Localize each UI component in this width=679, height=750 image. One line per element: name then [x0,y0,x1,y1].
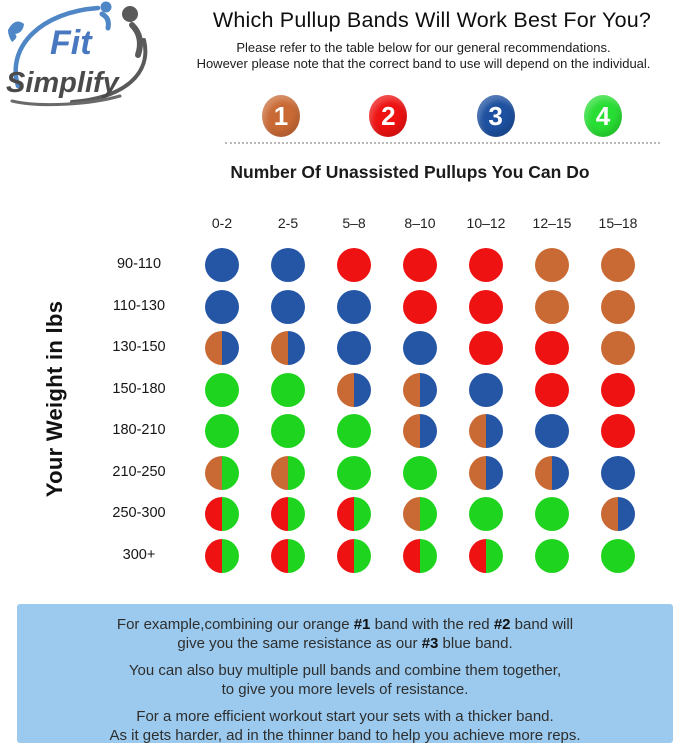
band-4-badge: 4 [584,95,622,137]
band-dot-r3-c1-green [271,373,305,407]
page-subtitle [168,40,679,71]
logo-figure-blue-body [102,14,108,28]
col-header-5-8: 5–8 [342,215,366,231]
band-dot-r0-c1-blue [271,248,305,282]
fit-simplify-logo [2,0,160,110]
col-header-15-18: 15–18 [598,215,638,231]
band-dot-r3-c3-orange-blue [403,373,437,407]
band-dot-r1-c4-red [469,290,503,324]
band-dot-r6-c2-red-green [337,497,371,531]
band-2-badge: 2 [369,95,407,137]
band-1-badge: 1 [262,95,300,137]
band-dot-r1-c5-orange [535,290,569,324]
col-header-8-10: 8–10 [404,215,436,231]
band-dot-r5-c5-orange-blue [535,456,569,490]
band-dot-r7-c1-red-green [271,539,305,573]
row-label-250-300: 250-300 [112,505,166,522]
band-dot-r2-c5-red [535,331,569,365]
band-dot-r7-c5-green [535,539,569,573]
logo-text-simplify: Simplify [6,67,119,99]
footer-line: As it gets harder, ad in the thinner band to help you achieve more reps. [109,727,581,744]
band-dot-r6-c6-orange-blue [601,497,635,531]
band-dot-r7-c6-green [601,539,635,573]
band-dot-r4-c0-green [205,414,239,448]
band-dot-r0-c2-red [337,248,371,282]
band-dot-r1-c2-blue [337,290,371,324]
footer-line: to give you more levels of resistance. [221,681,469,698]
band-dot-r6-c5-green [535,497,569,531]
band-dot-r5-c6-blue [601,456,635,490]
band-dot-r7-c0-red-green [205,539,239,573]
band-dot-r4-c1-green [271,414,305,448]
band-dot-r6-c0-red-green [205,497,239,531]
footer-line: For example,combining our orange #1 band with the red #2 band will [116,616,574,633]
band-dot-r4-c3-orange-blue [403,414,437,448]
band-dot-r2-c0-orange-blue [205,331,239,365]
row-label-300+: 300+ [122,546,156,563]
band-dot-r2-c3-blue [403,331,437,365]
footer-line: give you the same resistance as our #3 blue band. [177,635,513,652]
row-label-180-210: 180-210 [112,422,166,439]
footer-paragraph-3 [17,707,673,745]
band-dot-r5-c0-orange-green [205,456,239,490]
footer-line: You can also buy multiple pull bands and combine them together, [128,662,562,679]
band-dot-r5-c2-green [337,456,371,490]
band-dot-r1-c0-blue [205,290,239,324]
band-dot-r2-c4-red [469,331,503,365]
band-dot-r7-c3-red-green [403,539,437,573]
footer-paragraph-2 [17,661,673,699]
band-dot-r1-c6-orange [601,290,635,324]
col-header-0-2: 0-2 [211,215,233,231]
dotted-divider [225,142,660,144]
footer-note-box [17,604,673,743]
band-dot-r6-c3-orange-green [403,497,437,531]
band-dot-r0-c3-red [403,248,437,282]
band-dot-r0-c6-orange [601,248,635,282]
page-title: Which Pullup Bands Will Work Best For You? [212,8,652,32]
col-header-12-15: 12–15 [532,215,572,231]
band-dot-r5-c4-orange-blue [469,456,503,490]
footer-line: For a more efficient workout start your sets with a thicker band. [136,708,554,725]
band-dot-r4-c4-orange-blue [469,414,503,448]
band-dot-r0-c0-blue [205,248,239,282]
band-dot-r3-c2-orange-blue [337,373,371,407]
band-dot-r4-c6-red [601,414,635,448]
band-dot-r3-c4-blue [469,373,503,407]
row-label-150-180: 150-180 [112,380,166,397]
logo-figure-blue-head [101,2,112,13]
row-label-110-130: 110-130 [112,297,166,314]
logo-text-fit: Fit [50,24,92,62]
row-label-210-250: 210-250 [112,463,166,480]
band-dot-r2-c2-blue [337,331,371,365]
footer-paragraph-1 [17,615,673,653]
band-dot-r6-c4-green [469,497,503,531]
band-dot-r5-c1-orange-green [271,456,305,490]
band-dot-r3-c6-red [601,373,635,407]
col-header-10-12: 10–12 [466,215,506,231]
band-dot-r7-c4-red-green [469,539,503,573]
logo-bird-icon [8,22,24,42]
band-3-badge: 3 [477,95,515,137]
band-dot-r3-c5-red [535,373,569,407]
matrix-title: Number Of Unassisted Pullups You Can Do [230,162,590,182]
row-label-90-110: 90-110 [116,256,162,272]
subtitle-line-1: Please refer to the table below for our general recommendations. [236,40,611,55]
band-dot-r0-c4-red [469,248,503,282]
band-dot-r6-c1-red-green [271,497,305,531]
band-dot-r4-c2-green [337,414,371,448]
logo-figure-gray-body [132,25,140,55]
logo-figure-gray-head [122,6,138,22]
subtitle-line-2: However please note that the correct band to use will depend on the individual. [196,55,651,71]
footer-text [17,604,673,745]
band-dot-r5-c3-green [403,456,437,490]
col-header-2-5: 2-5 [277,215,299,231]
band-dot-r0-c5-orange [535,248,569,282]
band-dot-r7-c2-red-green [337,539,371,573]
y-axis-label: Your Weight in lbs [42,300,67,498]
band-dot-r3-c0-green [205,373,239,407]
band-dot-r2-c1-orange-blue [271,331,305,365]
band-dot-r1-c3-red [403,290,437,324]
band-dot-r2-c6-orange [601,331,635,365]
row-label-130-150: 130-150 [112,339,166,356]
column-headers [189,215,651,231]
band-dot-r1-c1-blue [271,290,305,324]
band-legend [262,95,622,137]
band-dot-r4-c5-blue [535,414,569,448]
